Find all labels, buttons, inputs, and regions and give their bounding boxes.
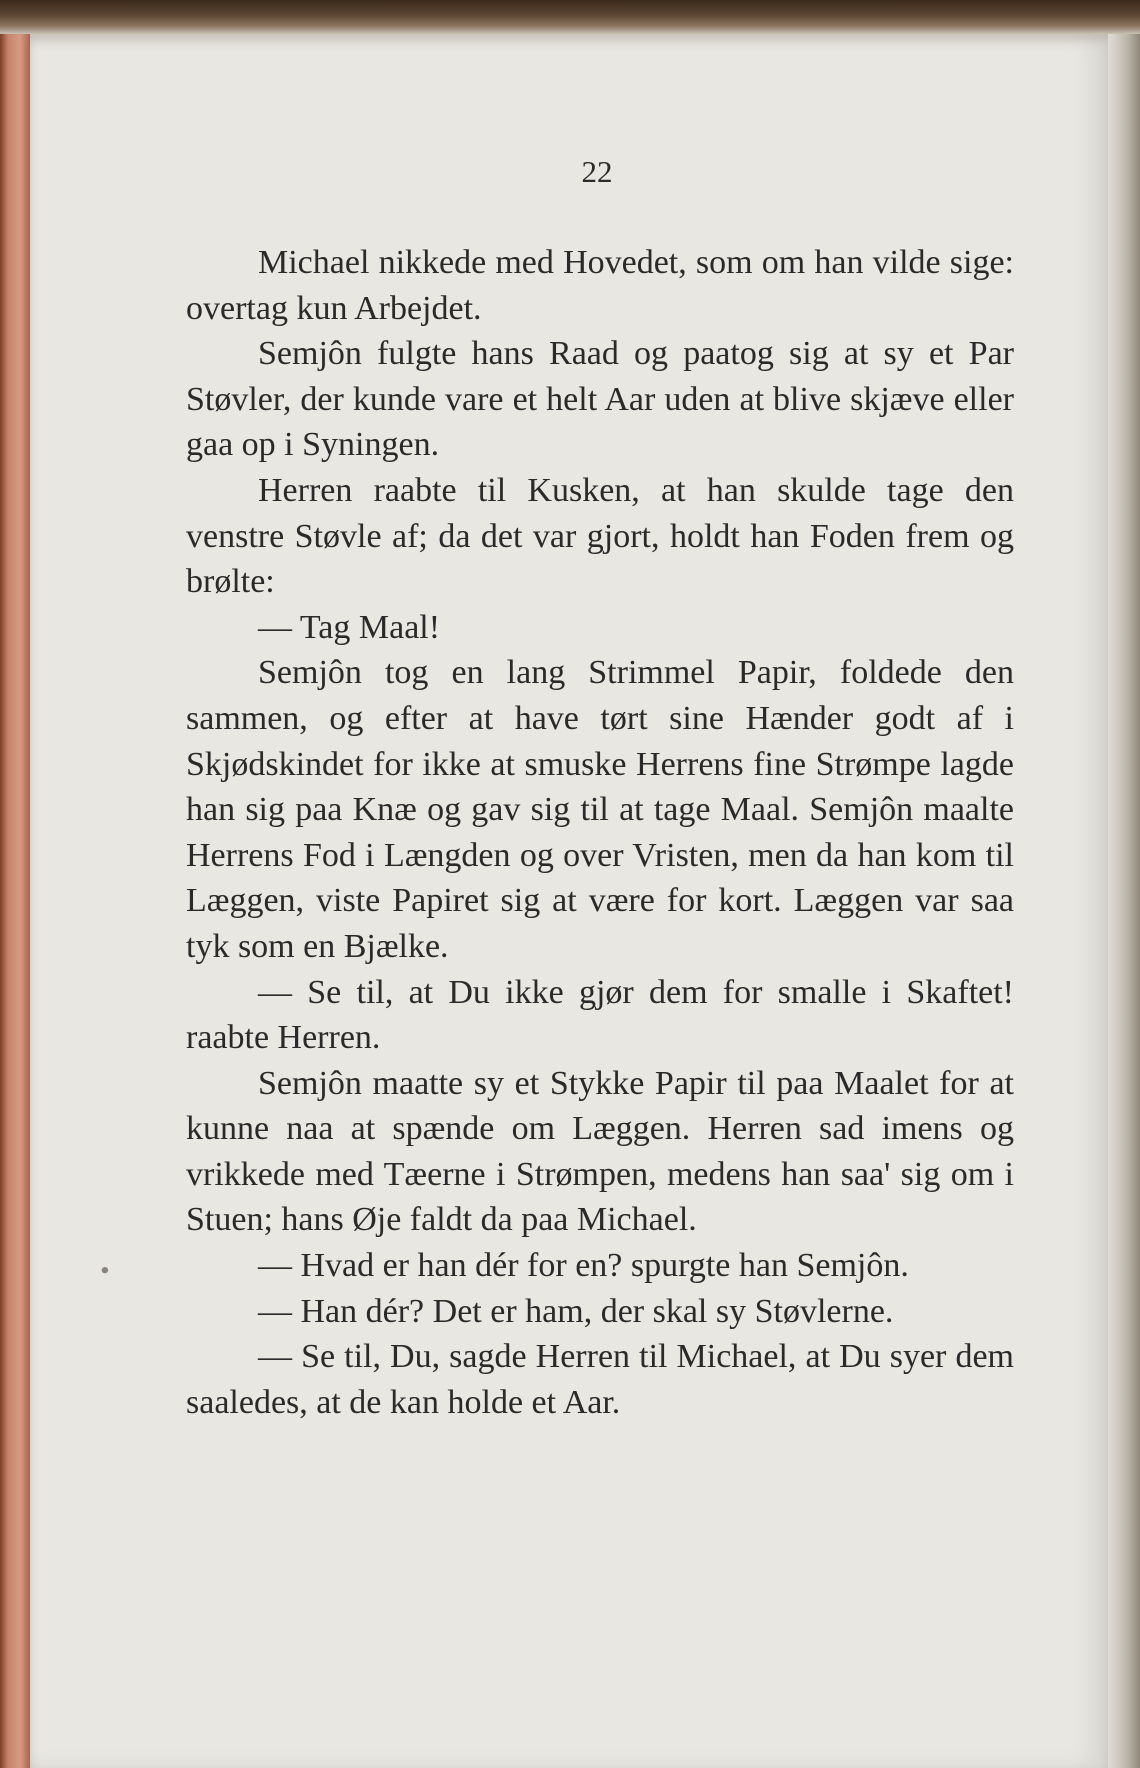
paragraph: — Se til, Du, sagde Herren til Michael, at Du syer dem saaledes, at de kan holde et Aar.	[186, 1338, 1014, 1421]
paragraph: Semjôn tog en lang Strimmel Papir, foldede den sammen, og efter at have tørt sine Hænder godt af i Skjødskindet for ikke at smuske Herrens fine Strømpe lagde han sig paa Knæ og gav sig til at tage Maal. Semjôn maalte Herrens Fod i Længden og over Vristen, men da han kom til Læggen, viste Papiret sig at være for kort. Læggen var saa tyk som en Bjælke.	[186, 654, 1014, 965]
paragraph: Michael nikkede med Hovedet, som om han vilde sige: overtag kun Arbejdet.	[186, 244, 1014, 327]
paragraph: — Han dér? Det er ham, der skal sy Støvlerne.	[258, 1292, 894, 1330]
ink-smudge-mark: ∙	[98, 1258, 112, 1283]
paragraph: — Se til, at Du ikke gjør dem for smalle i Skaftet! raabte Herren.	[186, 973, 1014, 1057]
book-binding-edge	[0, 0, 1140, 34]
paragraph: — Hvad er han dér for en? spurgte han Semjôn.	[258, 1247, 909, 1285]
paragraph: — Tag Maal!	[258, 608, 441, 646]
paragraph: Herren raabte til Kusken, at han skulde tage den venstre Støvle af; da det var gjort, holdt han Foden frem og brølte:	[186, 471, 1014, 601]
body-text	[186, 240, 1014, 1425]
paragraph: Semjôn fulgte hans Raad og paatog sig at sy et Par Støvler, der kunde vare et helt Aar uden at blive skjæve eller gaa op i Syningen.	[186, 335, 1014, 464]
paragraph: Semjôn maatte sy et Stykke Papir til paa Maalet for at kunne naa at spænde om Læggen. Herren sad imens og vrikkede med Tæerne i Strømpen, medens han saa' sig om i Stuen; hans Øje faldt da paa Michael.	[186, 1064, 1014, 1239]
page-number: 22	[581, 154, 613, 189]
page-gutter-shadow	[1108, 34, 1140, 1768]
